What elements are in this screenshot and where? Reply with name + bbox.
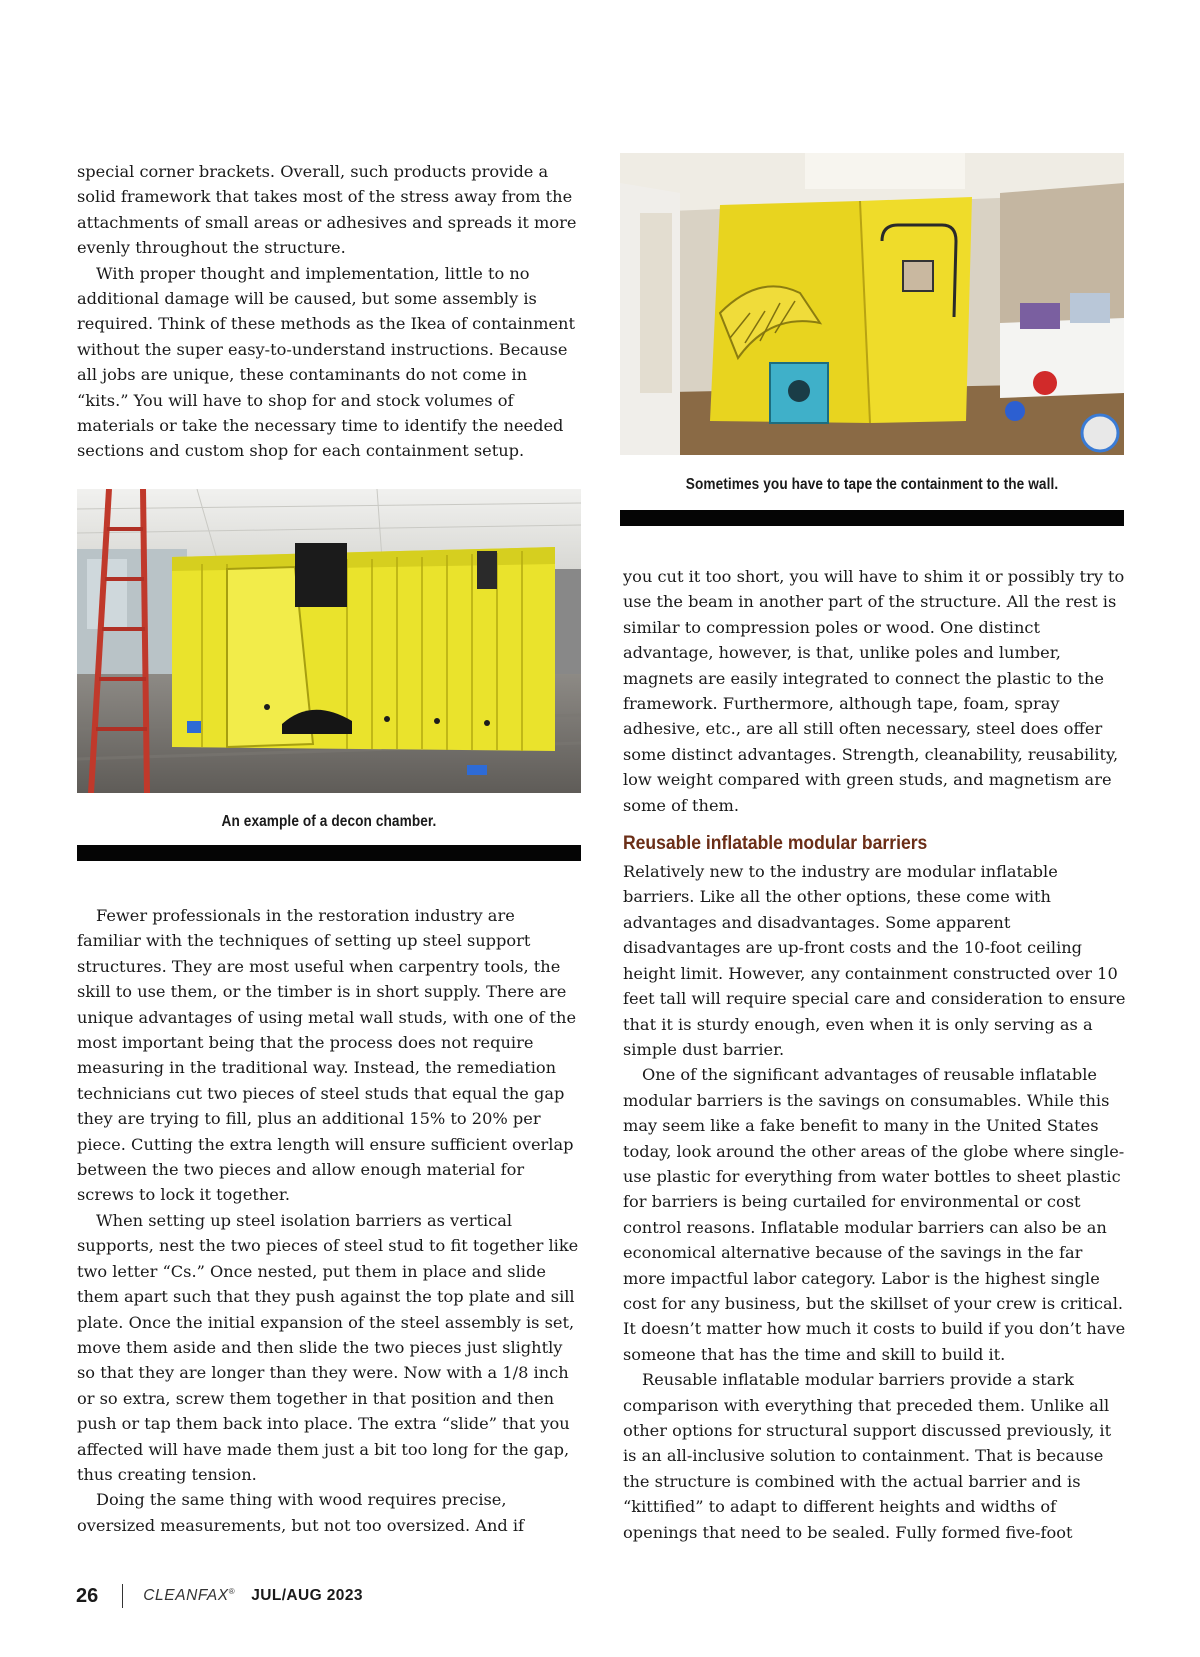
figure-caption: An example of a decon chamber. <box>221 813 437 830</box>
issue-date: JUL/AUG 2023 <box>251 1587 363 1604</box>
page-footer <box>76 1582 363 1610</box>
body-paragraph: Reusable inflatable modular barriers provide a stark comparison with everything that preceded them. Unlike all other options for structural support discussed previously, it is an all-inclusive solution to containment. That is because the structure is combined with the actual barrier and is “kittified” to adapt to different heights and widths of openings that need to be sealed. Fully formed five-foot <box>623 1370 1112 1542</box>
footer-divider <box>122 1584 123 1608</box>
body-paragraph: One of the significant advantages of reusable inflatable modular barriers is the savings on consumables. While this may seem like a fake benefit to many in the United States today, look around the other areas of the globe where single-use plastic for everything from water bottles to sheet plastic for barriers is being curtailed for environmental or cost control reasons. Inflatable modular barriers can also be an economical alternative because of the savings in the far more impactful labor category. Labor is the highest single cost for any business, but the skillset of your crew is critical. It doesn’t matter how much it costs to build if you don’t have someone that has the time and skill to build it. <box>623 1065 1126 1364</box>
magazine-title: CLEANFAX <box>143 1587 229 1605</box>
decon-chamber-illustration <box>77 489 581 793</box>
taped-containment-illustration <box>620 153 1124 455</box>
figure-caption: Sometimes you have to tape the containment to the wall. <box>685 476 1059 493</box>
registered-mark: ® <box>228 1586 236 1596</box>
decon-chamber-photo <box>77 489 581 793</box>
left-column-bottom-text <box>77 903 582 1538</box>
body-paragraph: special corner brackets. Overall, such products provide a solid framework that takes most of the stress away from the attachments of small areas or adhesives and spreads it more evenly throughout the structure. <box>77 162 577 258</box>
body-paragraph: you cut it too short, you will have to shim it or possibly try to use the beam in another part of the structure. All the rest is similar to compression poles or wood. One distinct advantage, however, is that, unlike poles and lumber, magnets are easily integrated to connect the plastic to the framework. Furthermore, although tape, foam, spray adhesive, etc., are all still often necessary, steel does offer some distinct advantages. Strength, cleanability, reusability, low weight compared with green studs, and magnetism are some of them. <box>623 567 1125 815</box>
taped-containment-photo <box>620 153 1124 455</box>
caption-rule <box>620 510 1124 526</box>
body-paragraph: When setting up steel isolation barriers as vertical supports, nest the two pieces of steel stud to fit together like two letter “Cs.” Once nested, put them in place and slide them apart such that they push against the top plate and sill plate. Once the initial expansion of the steel assembly is set, move them aside and then slide the two pieces just slightly so that they are longer than they were. Now with a 1/8 inch or so extra, screw them together in that position and then push or tap them back into place. The extra “slide” that you affected will have made them just a bit too long for the gap, thus creating tension. <box>77 1210 579 1484</box>
body-paragraph: With proper thought and implementation, little to no additional damage will be caused, but some assembly is required. Think of these methods as the Ikea of containment without the super easy-to-understand instructions. Because all jobs are unique, these contaminants do not come in “kits.” You will have to shop for and stock volumes of materials or take the necessary time to identify the needed sections and custom shop for each containment setup. <box>77 263 575 461</box>
caption-rule <box>77 845 581 861</box>
section-heading: Reusable inflatable modular barriers <box>623 832 928 855</box>
body-paragraph: Doing the same thing with wood requires precise, oversized measurements, but not too oversized. And if <box>77 1490 525 1535</box>
body-paragraph: Fewer professionals in the restoration industry are familiar with the techniques of setting up steel support structures. They are most useful when carpentry tools, the skill to use them, or the timber is in short supply. There are unique advantages of using metal wall studs, with one of the most important being that the process does not require measuring in the traditional way. Instead, the remediation technicians cut two pieces of steel studs that equal the gap they are trying to fill, plus an additional 15% to 20% per piece. Cutting the extra length will ensure sufficient overlap between the two pieces and allow enough material for screws to lock it together. <box>77 906 577 1205</box>
page-number: 26 <box>76 1584 99 1607</box>
body-paragraph: Relatively new to the industry are modular inflatable barriers. Like all the other options, these come with advantages and disadvantages. Some apparent disadvantages are up-front costs and the 10-foot ceiling height limit. However, any containment constructed over 10 feet tall will require special care and consideration to ensure that it is sturdy enough, even when it is only serving as a simple dust barrier. <box>623 862 1126 1059</box>
left-column-top-text <box>77 159 582 464</box>
magazine-name <box>143 1587 235 1605</box>
right-column-text <box>623 564 1128 1545</box>
